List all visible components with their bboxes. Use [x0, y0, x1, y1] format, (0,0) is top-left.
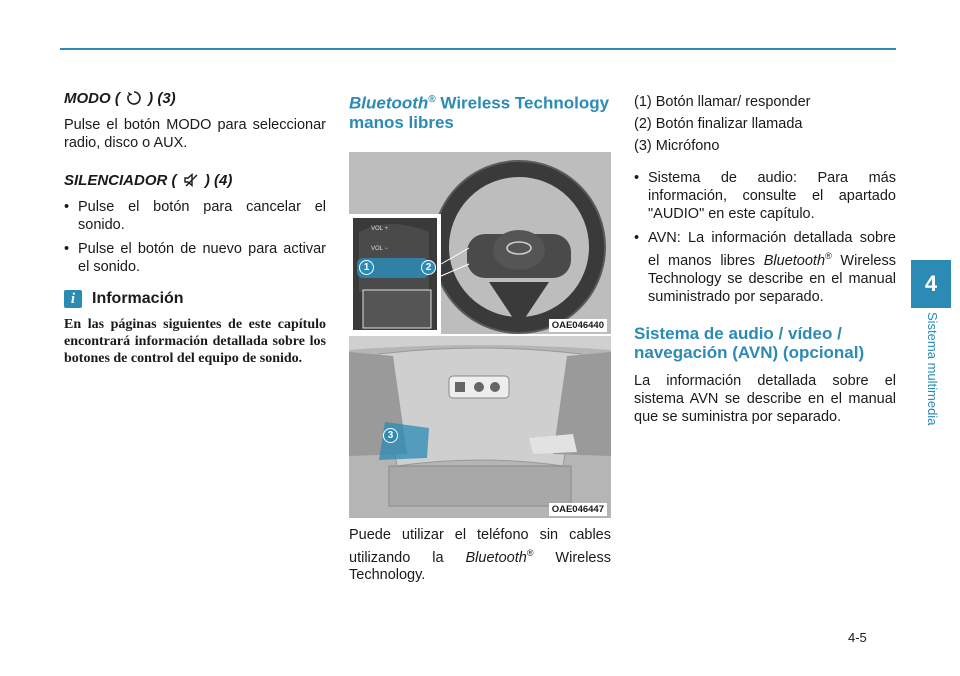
mode-icon	[126, 90, 142, 110]
chapter-tab: 4	[911, 260, 951, 308]
system-notes	[634, 169, 896, 306]
column-left	[64, 90, 326, 367]
column-middle	[349, 90, 611, 584]
page-number: 4-5	[848, 630, 867, 645]
modo-heading: MODO ( ) (3)	[64, 90, 326, 110]
list-item: • AVN: La información detallada sobre el manos libres Bluetooth® Wireless Technology se describe en el manual suministrado por separado.	[634, 229, 896, 306]
bluetooth-text: Puede utilizar el teléfono sin cables utilizando la Bluetooth® Wireless Technology.	[349, 526, 611, 584]
list-item: • Pulse el botón para cancelar el sonido.	[64, 198, 326, 234]
avn-heading: Sistema de audio / vídeo / navegación (AVN) (opcional)	[634, 323, 865, 362]
image-code: OAE046447	[549, 503, 607, 516]
callout-legend	[634, 93, 896, 155]
list-item: (1) Botón llamar/ responder	[634, 94, 811, 110]
callout-3: 3	[383, 428, 398, 443]
steering-wheel-image	[349, 152, 611, 334]
list-item: (2) Botón finalizar llamada	[634, 116, 803, 132]
avn-text: La información detallada sobre el sistema AVN se describe en el manual que se suministra por separado.	[634, 372, 896, 425]
list-item: • Pulse el botón de nuevo para activar el sonido.	[64, 240, 326, 276]
callout-1: 1	[359, 260, 374, 275]
mute-list	[64, 198, 326, 276]
list-item: (3) Micrófono	[634, 138, 720, 154]
modo-text: Pulse el botón MODO para seleccionar radio, disco o AUX.	[64, 117, 326, 151]
column-right	[634, 93, 896, 426]
callout-2: 2	[421, 260, 436, 275]
microphone-image	[349, 336, 611, 518]
image-code: OAE046440	[549, 319, 607, 332]
top-rule	[60, 48, 896, 50]
chapter-label: Sistema multimedia	[925, 312, 940, 426]
list-item: • Sistema de audio: Para más información, consulte el apartado "AUDIO" en este capítulo.	[634, 169, 896, 223]
overhead-console-illustration	[349, 336, 611, 518]
info-icon: i	[64, 290, 82, 308]
info-text: En las páginas siguientes de este capítulo encontrará información detallada sobre los botones de control del equipo de sonido.	[64, 317, 326, 366]
mute-icon	[183, 172, 199, 192]
mute-heading: SILENCIADOR ( ) (4)	[64, 172, 326, 192]
vol-up-label: VOL +	[371, 225, 388, 232]
info-label: Información	[92, 290, 184, 307]
info-heading	[64, 290, 326, 308]
steering-wheel-illustration	[349, 152, 611, 334]
bluetooth-heading: Bluetooth® Wireless Technology manos libres	[349, 93, 610, 132]
vol-down-label: VOL −	[371, 245, 388, 252]
